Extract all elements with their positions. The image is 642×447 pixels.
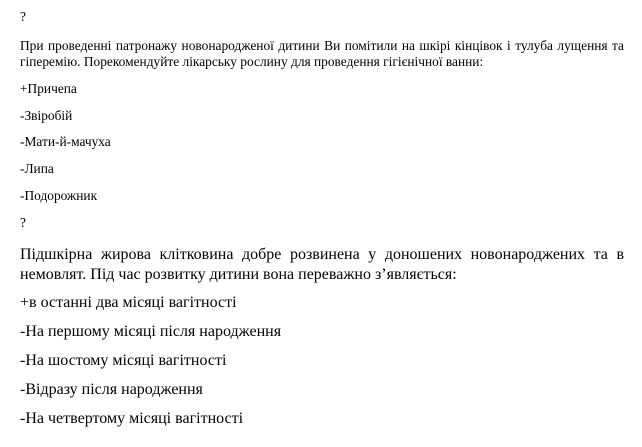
answer-option: +в останні два місяці вагітності xyxy=(20,294,237,311)
answer-option: +Причепа xyxy=(20,81,77,96)
question-text: При проведенні патронажу новонародженої дитини Ви помітили на шкірі кінцівок і тулуба лущення та гіперемію. Порекомендуйте лікарську рослину для проведення гігієнічної ванни: xyxy=(20,38,624,69)
question-marker: ? xyxy=(20,9,26,24)
answer-option: -Липа xyxy=(20,161,54,176)
question-text: Підшкірна жирова клітковина добре розвинена у доношених новонароджених та в немовлят. Під час розвитку дитини вона переважно з’являється: xyxy=(20,246,624,283)
answer-option: -На четвертому місяці вагітності xyxy=(20,410,244,427)
answer-option: -На першому місяці після народження xyxy=(20,323,282,340)
answer-option: -Подорожник xyxy=(20,188,98,203)
answer-option: -На шостому місяці вагітності xyxy=(20,352,227,369)
answer-option: -Відразу після народження xyxy=(20,381,203,398)
answer-option: -Мати-й-мачуха xyxy=(20,134,111,149)
answer-option: -Звіробій xyxy=(20,108,73,123)
question-marker: ? xyxy=(20,215,26,230)
